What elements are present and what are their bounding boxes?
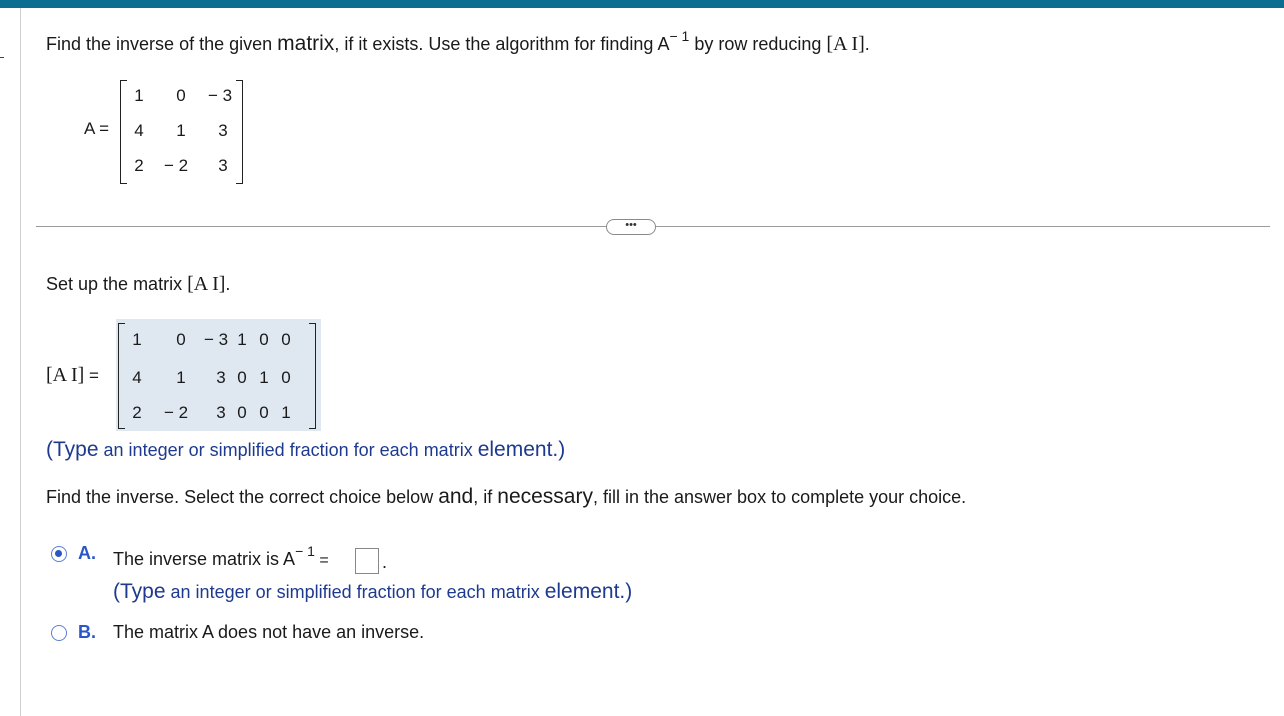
matrix-a-cell: 4 (134, 121, 144, 140)
hint-text-a: (Type (46, 438, 99, 461)
instruction-b: and (438, 485, 474, 508)
augmented-cell: 1 (259, 368, 269, 387)
matrix-a-cell: 1 (176, 121, 186, 140)
matrix-a-cell: 0 (176, 86, 186, 105)
augmented-cell: 1 (132, 330, 142, 349)
question-part5: . (864, 34, 870, 54)
left-edge-mark (0, 57, 4, 58)
setup-text (46, 273, 230, 296)
instruction-d: necessary (497, 485, 593, 508)
augmented-label-eq: = (84, 366, 99, 385)
choice-b-letter[interactable]: B. (78, 622, 96, 642)
choice-a-letter[interactable]: A. (78, 543, 96, 563)
augmented-cell: 0 (281, 330, 291, 349)
matrix-a-cell: − 2 (163, 156, 189, 175)
choice-a-main-text: The inverse matrix is A (113, 549, 296, 569)
augmented-label (46, 364, 99, 387)
instruction-e: , fill in the answer box to complete your choice. (592, 487, 967, 507)
left-border-line (20, 8, 21, 716)
augmented-cell: 3 (216, 368, 226, 387)
matrix-a-label: A = (84, 119, 110, 138)
matrix-a-cell: 3 (218, 121, 228, 140)
hint-text (46, 438, 565, 462)
augmented-cell: − 3 (203, 330, 229, 349)
augmented-cell: 3 (216, 403, 226, 422)
choice-a-hint-a: (Type (113, 580, 166, 603)
choice-b-radio[interactable] (51, 625, 67, 641)
augmented-cell: 0 (237, 403, 247, 422)
matrix-a-cell: 1 (134, 86, 144, 105)
matrix-a-cell: 3 (218, 156, 228, 175)
question-part4: by row reducing (689, 34, 827, 54)
ai-notation: [A I] (826, 33, 865, 55)
setup-notation: [A I] (187, 273, 226, 295)
augmented-label-notation: [A I] (46, 364, 85, 386)
choice-a-hint-b: an integer or simplified fraction for each matrix (165, 582, 545, 602)
augmented-cell: 2 (132, 403, 142, 422)
inverse-answer-box[interactable] (355, 548, 379, 574)
augmented-cell: 0 (259, 330, 269, 349)
augmented-cell: 1 (176, 368, 186, 387)
choice-a-hint (113, 580, 632, 604)
instruction-text (46, 485, 966, 509)
augmented-cell: 1 (281, 403, 291, 422)
hint-text-b: an integer or simplified fraction for each matrix (98, 440, 478, 460)
choice-a-text (113, 543, 329, 570)
setup-text-main: Set up the matrix (46, 274, 188, 294)
instruction-a: Find the inverse. Select the correct choice below (46, 487, 439, 507)
instruction-c: , if (473, 487, 498, 507)
augmented-cell: 0 (281, 368, 291, 387)
augmented-cell: 0 (176, 330, 186, 349)
augmented-cell: 4 (132, 368, 142, 387)
choice-a-radio[interactable] (51, 546, 67, 562)
augmented-cell: 0 (237, 368, 247, 387)
inverse-superscript: − 1 (669, 28, 690, 44)
choice-b-text: The matrix A does not have an inverse. (113, 622, 425, 642)
setup-text-end: . (225, 274, 231, 294)
augmented-cell: − 2 (163, 403, 189, 422)
question-part3: , if it exists. Use the algorithm for finding A (334, 34, 670, 54)
top-accent-bar (0, 0, 1284, 8)
choice-a-superscript: − 1 (295, 543, 315, 559)
choice-a-equals: = (314, 552, 329, 569)
expand-more-button[interactable]: ••• (606, 219, 656, 235)
question-text (46, 28, 870, 56)
hint-text-c: element.) (477, 438, 566, 461)
matrix-a-cell: − 3 (207, 86, 233, 105)
choice-a-hint-c: element.) (544, 580, 633, 603)
augmented-right-bracket (309, 323, 316, 429)
matrix-a-cell: 2 (134, 156, 144, 175)
augmented-cell: 0 (259, 403, 269, 422)
choice-a-period: . (382, 552, 388, 572)
augmented-cell: 1 (237, 330, 247, 349)
question-part2: matrix (277, 32, 335, 55)
question-part1: Find the inverse of the given (46, 34, 278, 54)
